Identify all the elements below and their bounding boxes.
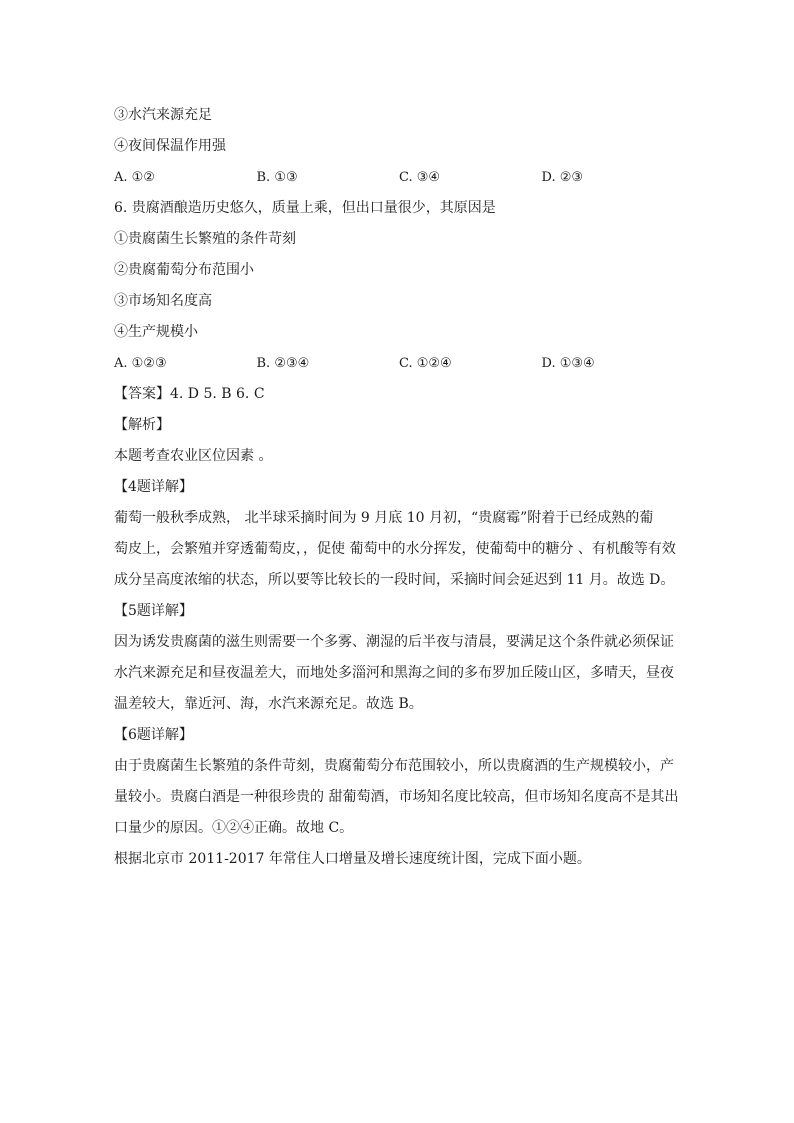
q5-option-b: B. ①③	[256, 170, 298, 185]
detail-6-heading: 【6题详解】	[114, 727, 193, 743]
q6-item-3: ③市场知名度高	[114, 293, 212, 309]
q6-option-d: D. ①③④	[541, 356, 595, 371]
detail-6-line: 口量少的原因。①②④正确。故地 C。	[114, 820, 354, 836]
q5-item-3: ③水汽来源充足	[114, 107, 212, 123]
q6-option-c: C. ①②④	[399, 356, 452, 371]
analysis-heading: 【解析】	[114, 417, 170, 433]
detail-6-line: 量较小。贵腐白酒是一种很珍贵的 甜葡萄酒，市场知名度比较高，但市场知名度高不是其出	[114, 789, 679, 805]
q5-options	[114, 162, 684, 193]
q6-option-a: A. ①②③	[114, 356, 167, 371]
q6-item-4: ④生产规模小	[114, 324, 198, 340]
q5-option-a: A. ①②	[114, 170, 155, 185]
detail-5-line: 水汽来源充足和昼夜温差大，而地处多淄河和黑海之间的多布罗加丘陵山区，多晴天，昼夜	[114, 665, 674, 681]
q6-item-2: ②贵腐葡萄分布范围小	[114, 262, 254, 278]
q6-stem: 6. 贵腐酒酿造历史悠久，质量上乘，但出口量很少，其原因是	[114, 200, 496, 216]
analysis-text: 本题考查农业区位因素 。	[114, 448, 273, 464]
q5-option-c: C. ③④	[399, 170, 441, 185]
next-question-intro: 根据北京市 2011-2017 年常住人口增量及增长速度统计图，完成下面小题。	[114, 851, 591, 867]
q6-options	[114, 348, 684, 379]
detail-5-line: 温差较大，靠近河、海，水汽来源充足。故选 B。	[114, 696, 423, 712]
q6-option-b: B. ②③④	[256, 356, 310, 371]
detail-5-heading: 【5题详解】	[114, 603, 193, 619]
detail-4-heading: 【4题详解】	[114, 479, 193, 495]
document-page	[114, 100, 684, 875]
q5-option-d: D. ②③	[541, 170, 584, 185]
detail-4-line: 成分呈高度浓缩的状态，所以要等比较长的一段时间，采摘时间会延迟到 11 月。故选 D。	[114, 572, 675, 588]
q5-item-4: ④夜间保温作用强	[114, 138, 226, 154]
detail-4-line: 葡萄一般秋季成熟， 北半球采摘时间为 9 月底 10 月初，“贵腐霉”附着于已经成熟的葡	[114, 510, 654, 526]
detail-6-line: 由于贵腐菌生长繁殖的条件苛刻，贵腐葡萄分布范围较小，所以贵腐酒的生产规模较小，产	[114, 758, 674, 774]
q6-item-1: ①贵腐菌生长繁殖的条件苛刻	[114, 231, 296, 247]
answer-line: 【答案】4. D 5. B 6. C	[114, 386, 265, 402]
detail-4-line: 萄皮上，会繁殖并穿透葡萄皮，，促使 葡萄中的水分挥发，使葡萄中的糖分 、有机酸等有效	[114, 541, 676, 557]
detail-5-line: 因为诱发贵腐菌的滋生则需要一个多雾、潮湿的后半夜与清晨，要满足这个条件就必须保证	[114, 634, 674, 650]
